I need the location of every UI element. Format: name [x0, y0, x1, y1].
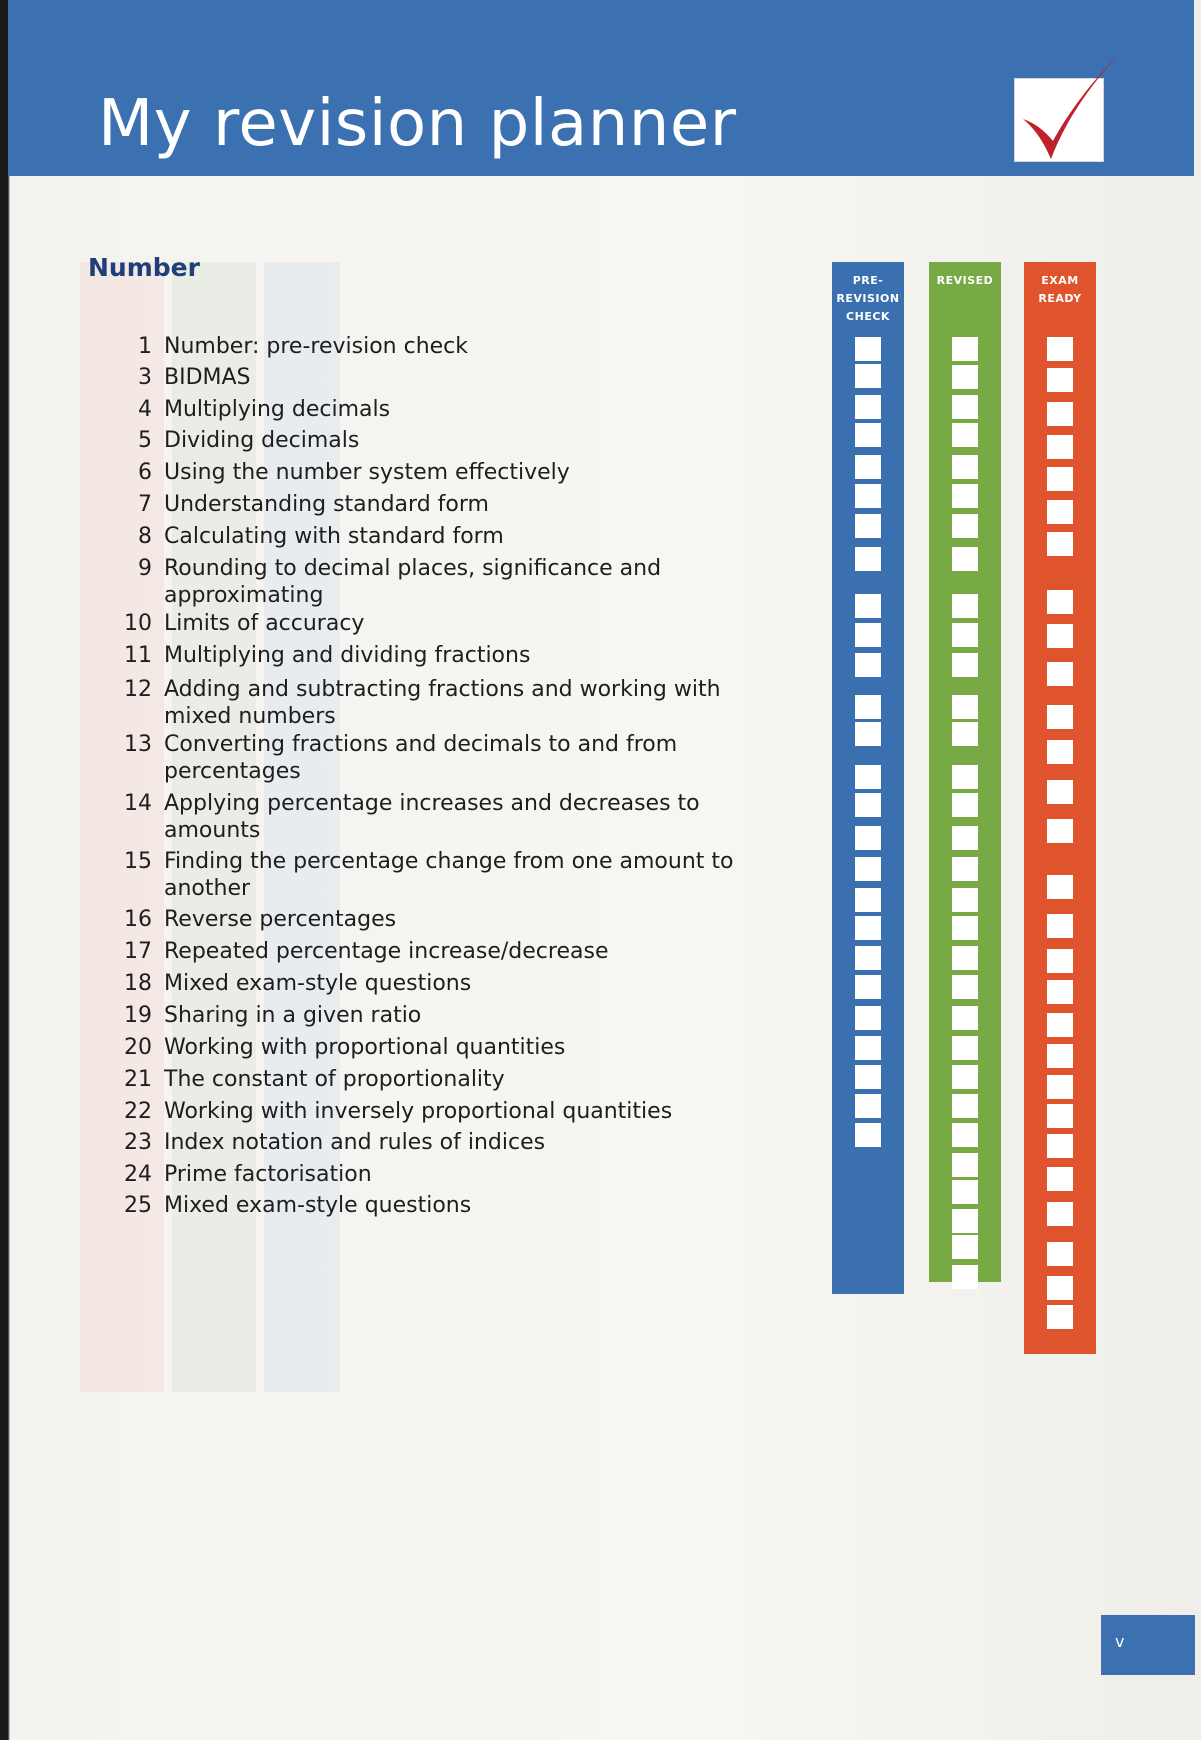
checkbox[interactable]: [952, 916, 978, 940]
checkbox[interactable]: [855, 423, 881, 447]
checkbox[interactable]: [855, 653, 881, 677]
page-number: v: [1115, 1632, 1125, 1651]
topic-number: 7: [138, 492, 152, 517]
topic-title: Adding and subtracting fractions and working with mixed numbers: [164, 677, 721, 729]
checkbox[interactable]: [855, 484, 881, 508]
page-title: My revision planner: [98, 87, 737, 161]
checkbox[interactable]: [952, 484, 978, 508]
topic-number: 4: [138, 397, 152, 422]
checkbox[interactable]: [1047, 1104, 1073, 1128]
topic-title: Reverse percentages: [164, 907, 397, 932]
column-header: PRE- REVISION CHECK: [836, 274, 900, 323]
topic-title: Working with inversely proportional quantities: [164, 1099, 673, 1124]
checkbox[interactable]: [855, 826, 881, 850]
checkbox[interactable]: [1047, 1167, 1073, 1191]
topic-number: 3: [138, 365, 152, 390]
topic-title: BIDMAS: [164, 365, 251, 390]
topic-number: 24: [124, 1162, 152, 1187]
checkbox[interactable]: [1047, 740, 1073, 764]
checkbox[interactable]: [952, 423, 978, 447]
topic-title: Mixed exam-style questions: [164, 1193, 472, 1218]
checkbox[interactable]: [952, 455, 978, 479]
topic-title: Converting fractions and decimals to and from percentages: [164, 732, 678, 784]
checkbox[interactable]: [1047, 1044, 1073, 1068]
checkbox[interactable]: [952, 722, 978, 746]
checkbox[interactable]: [855, 594, 881, 618]
topic-title: The constant of proportionality: [164, 1067, 505, 1092]
checkbox[interactable]: [1047, 532, 1073, 556]
checkbox[interactable]: [1047, 949, 1073, 973]
topic-title: Applying percentage increases and decreases to amounts: [164, 791, 700, 843]
topic-title: Number: pre-revision check: [164, 334, 469, 359]
topic-title: Using the number system effectively: [164, 460, 570, 485]
checkbox[interactable]: [952, 337, 978, 361]
checkbox[interactable]: [855, 916, 881, 940]
checkbox[interactable]: [855, 1065, 881, 1089]
topic-row: [110, 1066, 730, 1093]
checkbox[interactable]: [952, 695, 978, 719]
checkbox[interactable]: [952, 1094, 978, 1118]
checkbox[interactable]: [1047, 819, 1073, 843]
column-header: EXAM READY: [1038, 274, 1082, 305]
checkbox[interactable]: [952, 1065, 978, 1089]
checkbox[interactable]: [855, 1036, 881, 1060]
topic-number: 19: [124, 1003, 152, 1028]
checkbox[interactable]: [952, 594, 978, 618]
checkbox[interactable]: [855, 946, 881, 970]
checkbox[interactable]: [855, 455, 881, 479]
checkbox[interactable]: [1047, 980, 1073, 1004]
checkbox[interactable]: [1047, 368, 1073, 392]
topic-title: Multiplying and dividing fractions: [164, 643, 531, 668]
topic-title: Index notation and rules of indices: [164, 1130, 546, 1155]
topic-number: 16: [124, 907, 152, 932]
checkbox[interactable]: [855, 975, 881, 999]
topic-row: [110, 555, 750, 609]
checkbox[interactable]: [1047, 914, 1073, 938]
column-header: REVISED: [936, 274, 994, 287]
checkbox[interactable]: [855, 547, 881, 571]
checkbox[interactable]: [1047, 780, 1073, 804]
tracker-column-rev: [929, 262, 1001, 1282]
checkbox[interactable]: [952, 1235, 978, 1259]
topic-row: [110, 1192, 730, 1219]
checkbox[interactable]: [952, 888, 978, 912]
topic-row: [110, 906, 750, 933]
checkbox[interactable]: [1047, 662, 1073, 686]
checkbox[interactable]: [855, 364, 881, 388]
topic-row: [110, 333, 750, 360]
topic-number: 25: [124, 1193, 152, 1218]
tracker-column-exam: [1024, 262, 1096, 1354]
topic-number: 23: [124, 1130, 152, 1155]
topic-row: [110, 1098, 730, 1125]
topic-title: Rounding to decimal places, significance and approximating: [164, 556, 662, 608]
topic-number: 6: [138, 460, 152, 485]
checkbox[interactable]: [855, 1094, 881, 1118]
checkmark-icon: [1003, 41, 1123, 171]
checkbox[interactable]: [855, 337, 881, 361]
topic-row: [110, 1161, 730, 1188]
checkbox[interactable]: [952, 1036, 978, 1060]
checkbox[interactable]: [855, 623, 881, 647]
checkbox[interactable]: [855, 695, 881, 719]
checkbox[interactable]: [1047, 467, 1073, 491]
topic-row: [110, 790, 750, 844]
checkbox[interactable]: [952, 1006, 978, 1030]
checkbox[interactable]: [952, 623, 978, 647]
topic-row: [110, 364, 750, 391]
topic-row: [110, 642, 750, 669]
checkbox[interactable]: [952, 1180, 978, 1204]
checkbox[interactable]: [855, 1006, 881, 1030]
checkbox[interactable]: [855, 765, 881, 789]
checkbox[interactable]: [952, 1265, 978, 1289]
checkbox[interactable]: [855, 888, 881, 912]
topic-number: 11: [124, 643, 152, 668]
topic-number: 12: [124, 677, 152, 702]
topic-list: [110, 333, 750, 1233]
checkbox[interactable]: [1047, 1242, 1073, 1266]
checkbox[interactable]: [855, 514, 881, 538]
section-heading: Number: [88, 253, 200, 282]
checkbox[interactable]: [855, 857, 881, 881]
topic-title: Calculating with standard form: [164, 524, 504, 549]
topic-title: Mixed exam-style questions: [164, 971, 472, 996]
checkbox[interactable]: [952, 975, 978, 999]
checkbox[interactable]: [1047, 1013, 1073, 1037]
checkbox[interactable]: [952, 826, 978, 850]
topic-title: Prime factorisation: [164, 1162, 372, 1187]
topic-row: [110, 1034, 730, 1061]
topic-row: [110, 1002, 730, 1029]
checkbox[interactable]: [952, 857, 978, 881]
checkbox[interactable]: [952, 793, 978, 817]
checkbox[interactable]: [855, 395, 881, 419]
topic-number: 15: [124, 849, 152, 874]
checkbox[interactable]: [1047, 1134, 1073, 1158]
topic-number: 22: [124, 1099, 152, 1124]
topic-number: 9: [138, 556, 152, 581]
checkbox[interactable]: [1047, 500, 1073, 524]
tracker-column-pre: [832, 262, 904, 1294]
checkbox[interactable]: [855, 793, 881, 817]
topic-number: 8: [138, 524, 152, 549]
topic-row: [110, 610, 750, 637]
topic-title: Understanding standard form: [164, 492, 489, 517]
topic-title: Limits of accuracy: [164, 611, 365, 636]
topic-title: Finding the percentage change from one amount to another: [164, 849, 734, 901]
checkbox[interactable]: [952, 1209, 978, 1233]
topic-number: 10: [124, 611, 152, 636]
header-band: [8, 0, 1194, 176]
checkbox[interactable]: [1047, 337, 1073, 361]
checkbox[interactable]: [1047, 1305, 1073, 1329]
topic-number: 13: [124, 732, 152, 757]
checkbox[interactable]: [1047, 1202, 1073, 1226]
topic-title: Sharing in a given ratio: [164, 1003, 422, 1028]
topic-row: [110, 1129, 730, 1156]
checkbox[interactable]: [1047, 705, 1073, 729]
page-number-tab: [1101, 1615, 1195, 1675]
checkbox[interactable]: [855, 1123, 881, 1147]
checkbox[interactable]: [952, 765, 978, 789]
topic-row: [110, 848, 750, 902]
tick-box: [1014, 78, 1104, 162]
topic-row: [110, 427, 750, 454]
checkbox[interactable]: [952, 653, 978, 677]
checkbox[interactable]: [855, 722, 881, 746]
topic-row: [110, 491, 750, 518]
topic-row: [110, 459, 750, 486]
topic-row: [110, 676, 750, 730]
topic-number: 14: [124, 791, 152, 816]
checkbox[interactable]: [1047, 435, 1073, 459]
topic-number: 21: [124, 1067, 152, 1092]
topic-row: [110, 523, 750, 550]
topic-row: [110, 731, 750, 785]
checkbox[interactable]: [1047, 402, 1073, 426]
topic-title: Working with proportional quantities: [164, 1035, 566, 1060]
checkbox[interactable]: [952, 1153, 978, 1177]
topic-number: 1: [138, 334, 152, 359]
topic-number: 5: [138, 428, 152, 453]
checkbox[interactable]: [1047, 875, 1073, 899]
checkbox[interactable]: [952, 514, 978, 538]
topic-number: 17: [124, 939, 152, 964]
checkbox[interactable]: [952, 365, 978, 389]
topic-title: Multiplying decimals: [164, 397, 391, 422]
topic-title: Repeated percentage increase/decrease: [164, 939, 609, 964]
topic-title: Dividing decimals: [164, 428, 360, 453]
topic-number: 18: [124, 971, 152, 996]
checkbox[interactable]: [1047, 1276, 1073, 1300]
checkbox[interactable]: [952, 946, 978, 970]
topic-number: 20: [124, 1035, 152, 1060]
checkbox[interactable]: [1047, 624, 1073, 648]
checkbox[interactable]: [952, 395, 978, 419]
checkbox[interactable]: [1047, 1075, 1073, 1099]
topic-row: [110, 970, 730, 997]
checkbox[interactable]: [952, 547, 978, 571]
checkbox[interactable]: [1047, 590, 1073, 614]
topic-row: [110, 396, 750, 423]
checkbox[interactable]: [952, 1123, 978, 1147]
topic-row: [110, 938, 730, 965]
